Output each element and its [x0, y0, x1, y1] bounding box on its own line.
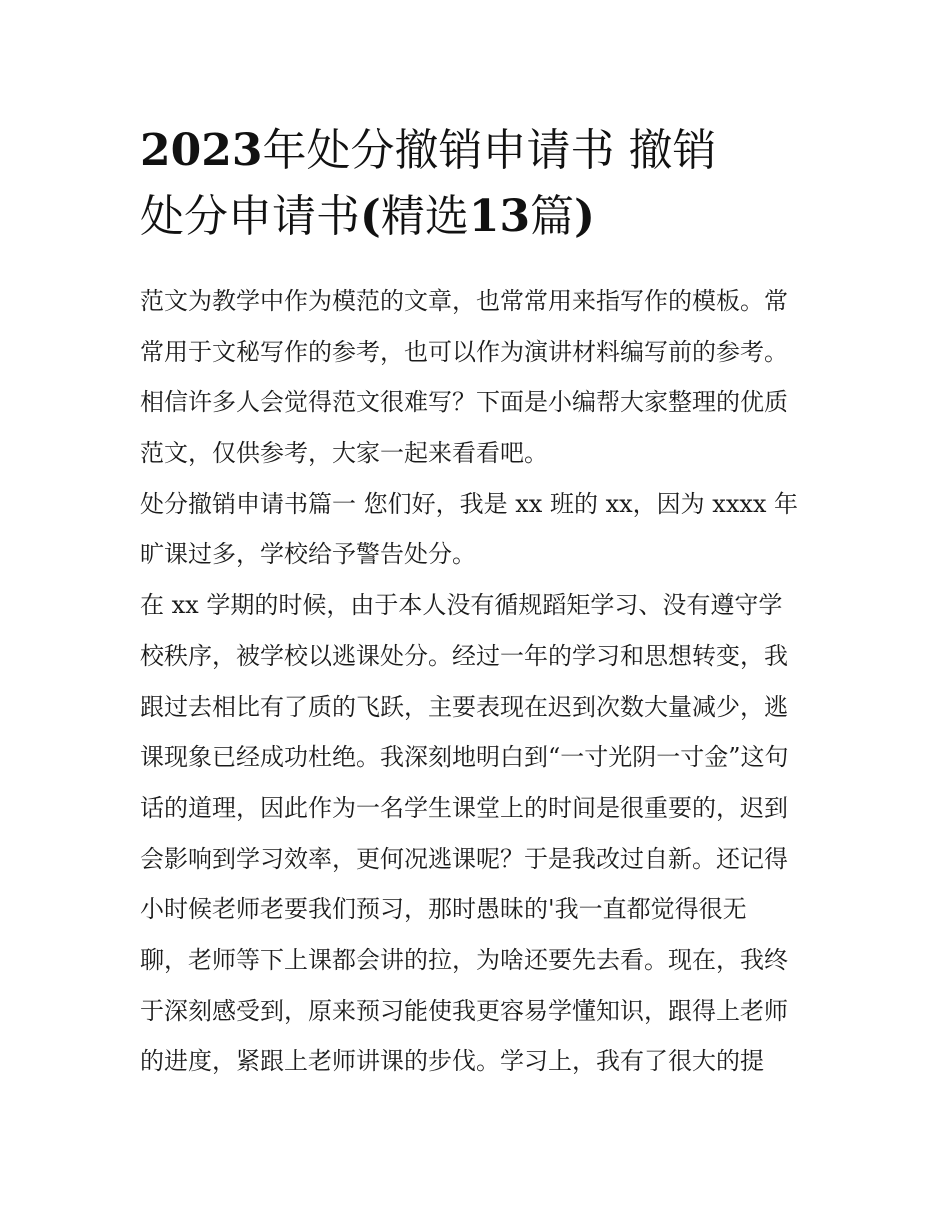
title-paren-open: (: [360, 191, 381, 242]
title-line-2-text-e: 篇: [530, 191, 575, 242]
body-line: 范文为教学中作为模范的文章，也常常用来指写作的模板。常: [140, 287, 788, 315]
body-line: 校秩序，被学校以逃课处分。经过一年的学习和思想转变，我: [140, 641, 788, 670]
body-line: 课现象已经成功杜绝。我深刻地明白到“一寸光阴一寸金”这句: [140, 743, 789, 772]
title-line-2-text-c: 精选: [380, 191, 469, 242]
body-line: 旷课过多，学校给予警告处分。: [140, 540, 476, 569]
body-line: 话的道理，因此作为一名学生课堂上的时间是很重要的，迟到: [140, 793, 788, 822]
title-line-1-text: 年处分撤销申请书 撤销: [262, 125, 717, 176]
body-line: 在 xx 学期的时候，由于本人没有循规蹈矩学习、没有遵守学: [140, 591, 783, 620]
body-line: 的进度，紧跟上老师讲课的步伐。学习上，我有了很大的提: [140, 1047, 764, 1076]
body-line: 聊，老师等下上课都会讲的拉，为啥还要先去看。现在，我终: [140, 945, 788, 974]
body-line: 于深刻感受到，原来预习能使我更容易学懂知识，跟得上老师: [140, 996, 788, 1025]
body-line: 常用于文秘写作的参考，也可以作为演讲材料编写前的参考。: [140, 337, 788, 366]
title-paren-close: ): [574, 191, 595, 242]
document-title: [140, 118, 820, 250]
body-line: 相信许多人会觉得范文很难写？下面是小编帮大家整理的优质: [140, 388, 788, 417]
title-line-2: [140, 184, 820, 250]
document-body: [140, 276, 820, 1087]
title-line-1: [140, 118, 820, 184]
body-line: 小时候老师老要我们预习，那时愚昧的'我一直都觉得很无: [140, 895, 747, 924]
title-count: 13: [468, 191, 531, 242]
title-year: 2023: [140, 125, 263, 176]
body-line: 会影响到学习效率，更何况逃课呢？于是我改过自新。还记得: [140, 844, 788, 873]
body-line: 处分撤销申请书篇一 您们好，我是 xx 班的 xx，因为 xxxx 年: [140, 489, 799, 518]
title-line-2-text-a: 处分申请书: [140, 191, 360, 242]
body-line: 范文，仅供参考，大家一起来看看吧。: [140, 439, 548, 468]
body-line: 跟过去相比有了质的飞跃，主要表现在迟到次数大量减少，逃: [140, 692, 788, 721]
